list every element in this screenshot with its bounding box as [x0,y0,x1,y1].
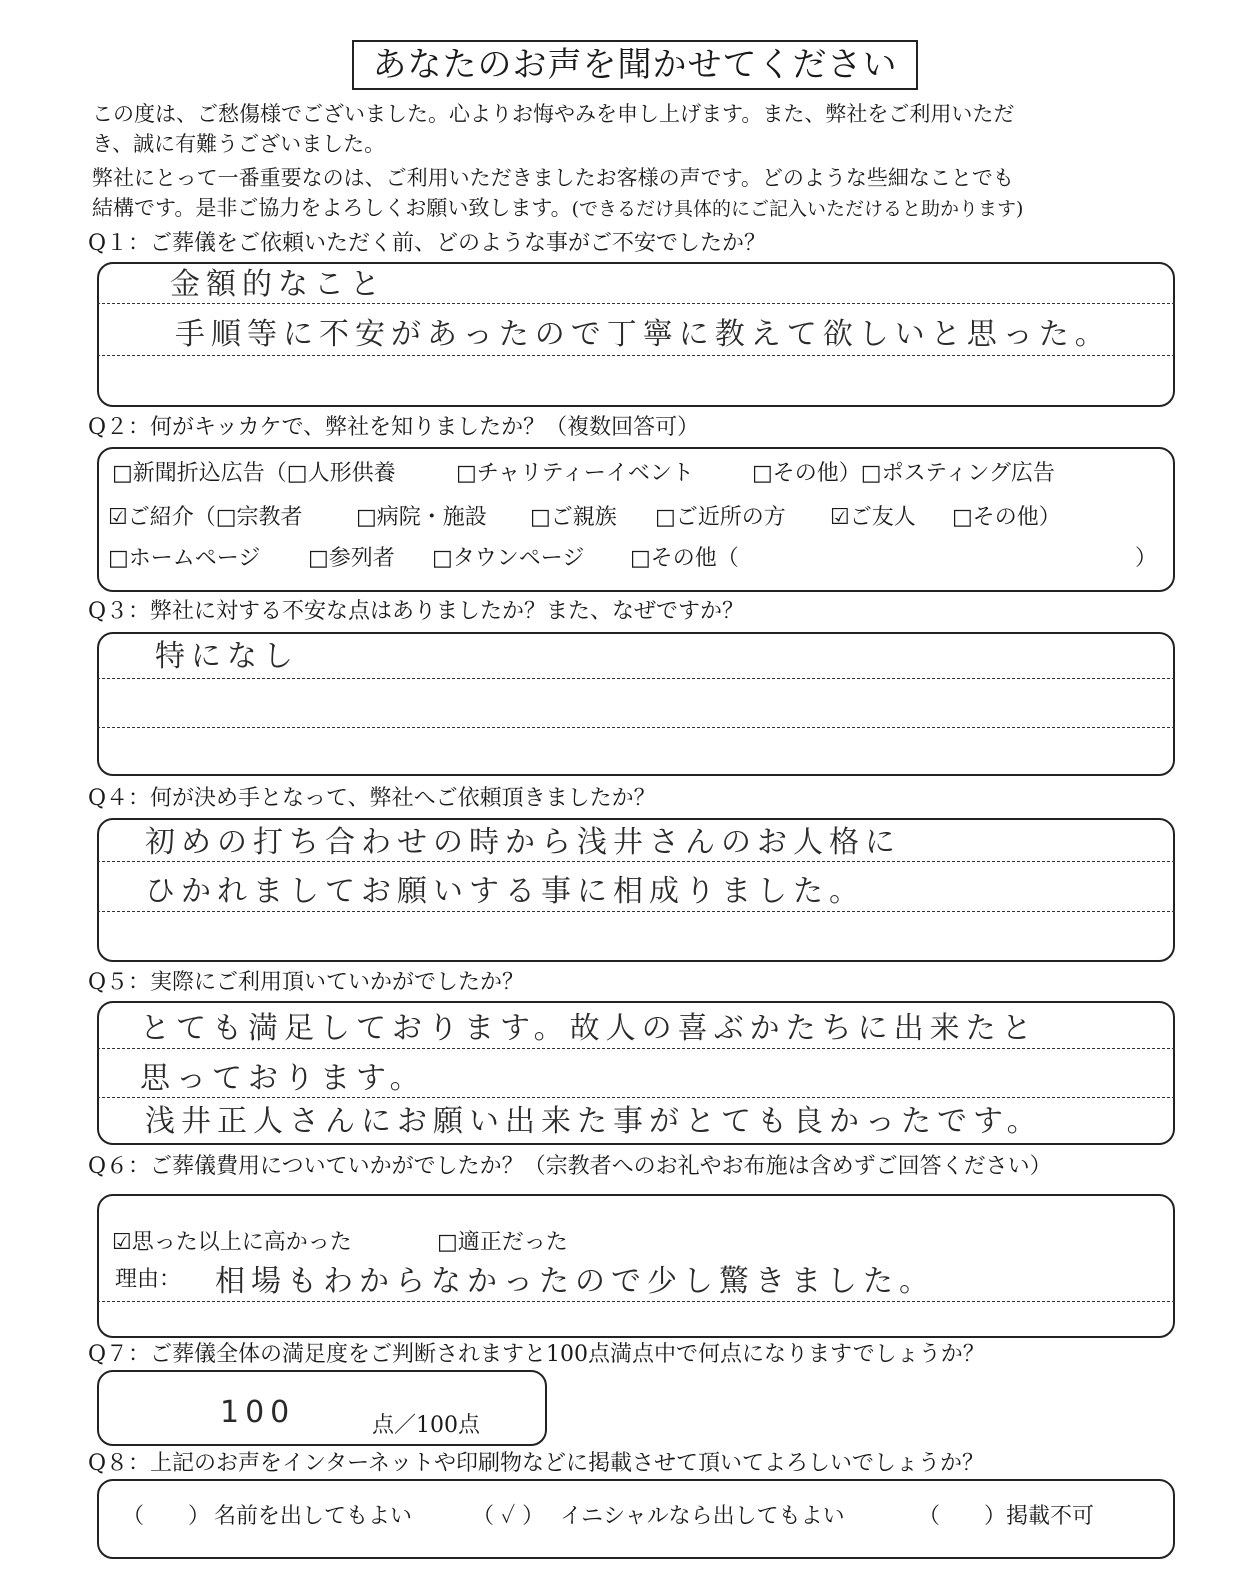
q5-answer-line-3: 浅井正人さんにお願い出来た事がとても良かったです。 [145,1104,1043,1139]
q7-score-suffix: 点／100点 [372,1413,480,1438]
q8-mark-not-allowed[interactable]: （ ） [918,1504,1007,1529]
q7-score: 100 [220,1395,296,1430]
q2-option-charity[interactable]: □チャリティーイベント [456,461,694,486]
q7-label: Q７：ご葬儀全体の満足度をご判断されますと100点満点中で何点になりますでしょうか？ [88,1342,985,1367]
q2-option-hospital[interactable]: □病院・施設 [356,505,487,530]
q5-dash-line [97,1097,1175,1098]
q2-option-relatives[interactable]: □ご親族 [530,505,617,530]
q1-label: Q１：ご葬儀をご依頼いただく前、どのような事がご不安でしたか？ [88,231,767,256]
q3-answer-line-1: 特になし [155,639,299,674]
q2-option-other-close: ） [1135,546,1158,571]
intro-line-2: き、誠に有難うございました。 [92,132,386,156]
q1-answer-line-2: 手順等に不安があったので丁寧に教えて欲しいと思った。 [175,317,1111,352]
q4-answer-line-1: 初めの打ち合わせの時から浅井さんのお人格に [145,825,901,860]
q3-dash-line [97,727,1175,728]
q1-dash-line [97,355,1175,356]
q2-option-attendee[interactable]: □参列者 [308,546,395,571]
q3-dash-line [97,678,1175,679]
q2-option-homepage[interactable]: □ホームページ [108,546,261,571]
q4-answer-line-2: ひかれましてお願いする事に相成りました。 [145,874,865,909]
q6-dash-line [97,1301,1175,1302]
q2-option-townpage[interactable]: □タウンページ [432,546,585,571]
intro-line-4 [92,194,1192,223]
q6-reason-text[interactable]: 相場もわからなかったので少し驚きました。 [215,1264,935,1299]
intro-line-1: この度は、ご愁傷様でございました。心よりお悔やみを申し上げます。また、弊社をご利用いただ [92,102,1015,126]
q6-label: Q６：ご葬儀費用についていかがでしたか？（宗教者へのお礼やお布施は含めずご回答ください） [88,1154,1052,1179]
q5-dash-line [97,1048,1175,1049]
q1-dash-line [97,303,1175,304]
q8-label: Q８：上記のお声をインターネットや印刷物などに掲載させて頂いてよろしいでしょうか？ [88,1451,985,1476]
intro-line-3: 弊社にとって一番重要なのは、ご利用いただきましたお客様の声です。どのような些細なことでも [92,166,1014,190]
q4-dash-line [97,911,1175,912]
q5-answer-line-1: とても満足しております。故人の喜ぶかたちに出来たと [140,1011,1038,1046]
q2-label: Q２：何がキッカケで、弊社を知りましたか？（複数回答可） [88,415,700,440]
intro-line-4-main: 結構です。是非ご協力をよろしくお願い致します。 [92,196,572,220]
q3-label: Q３：弊社に対する不安な点はありましたか？また、なぜですか？ [88,599,745,624]
q5-answer-line-2: 思っております。 [140,1061,426,1096]
q2-option-other[interactable]: □その他（ [630,546,739,571]
page-title: あなたのお声を聞かせてください [352,40,918,90]
q6-option-fair[interactable]: □適正だった [437,1230,568,1255]
q4-dash-line [97,861,1175,862]
intro-note: (できるだけ具体的にご記入いただけると助かります) [571,198,1024,220]
q2-option-posting[interactable]: □その他）□ポスティング広告 [752,461,1055,486]
q6-option-higher[interactable]: ☑思った以上に高かった [112,1230,352,1255]
q2-option-other-referral[interactable]: □その他） [952,505,1061,530]
q4-label: Q４：何が決め手となって、弊社へご依頼頂きましたか？ [88,786,656,811]
q2-option-friend[interactable]: ☑ご友人 [830,505,916,530]
q8-option-initials-ok: イニシャルなら出してもよい [560,1504,845,1529]
q8-mark-initials-ok[interactable]: （ ✓ ） [472,1504,545,1529]
q8-option-name-ok: 名前を出してもよい [214,1504,413,1529]
q1-answer-line-1: 金額的なこと [170,267,386,302]
q5-label: Q５：実際にご利用頂いていかがでしたか？ [88,970,525,995]
q8-option-not-allowed: 掲載不可 [1006,1504,1095,1529]
q2-option-newspaper[interactable]: □新聞折込広告（□人形供養 [112,461,396,486]
q6-reason-label: 理由： [115,1267,182,1292]
q2-option-neighbors[interactable]: □ご近所の方 [655,505,786,530]
q2-option-referral[interactable]: ☑ご紹介（□宗教者 [108,505,303,530]
q8-mark-name-ok[interactable]: （ ） [122,1504,211,1529]
